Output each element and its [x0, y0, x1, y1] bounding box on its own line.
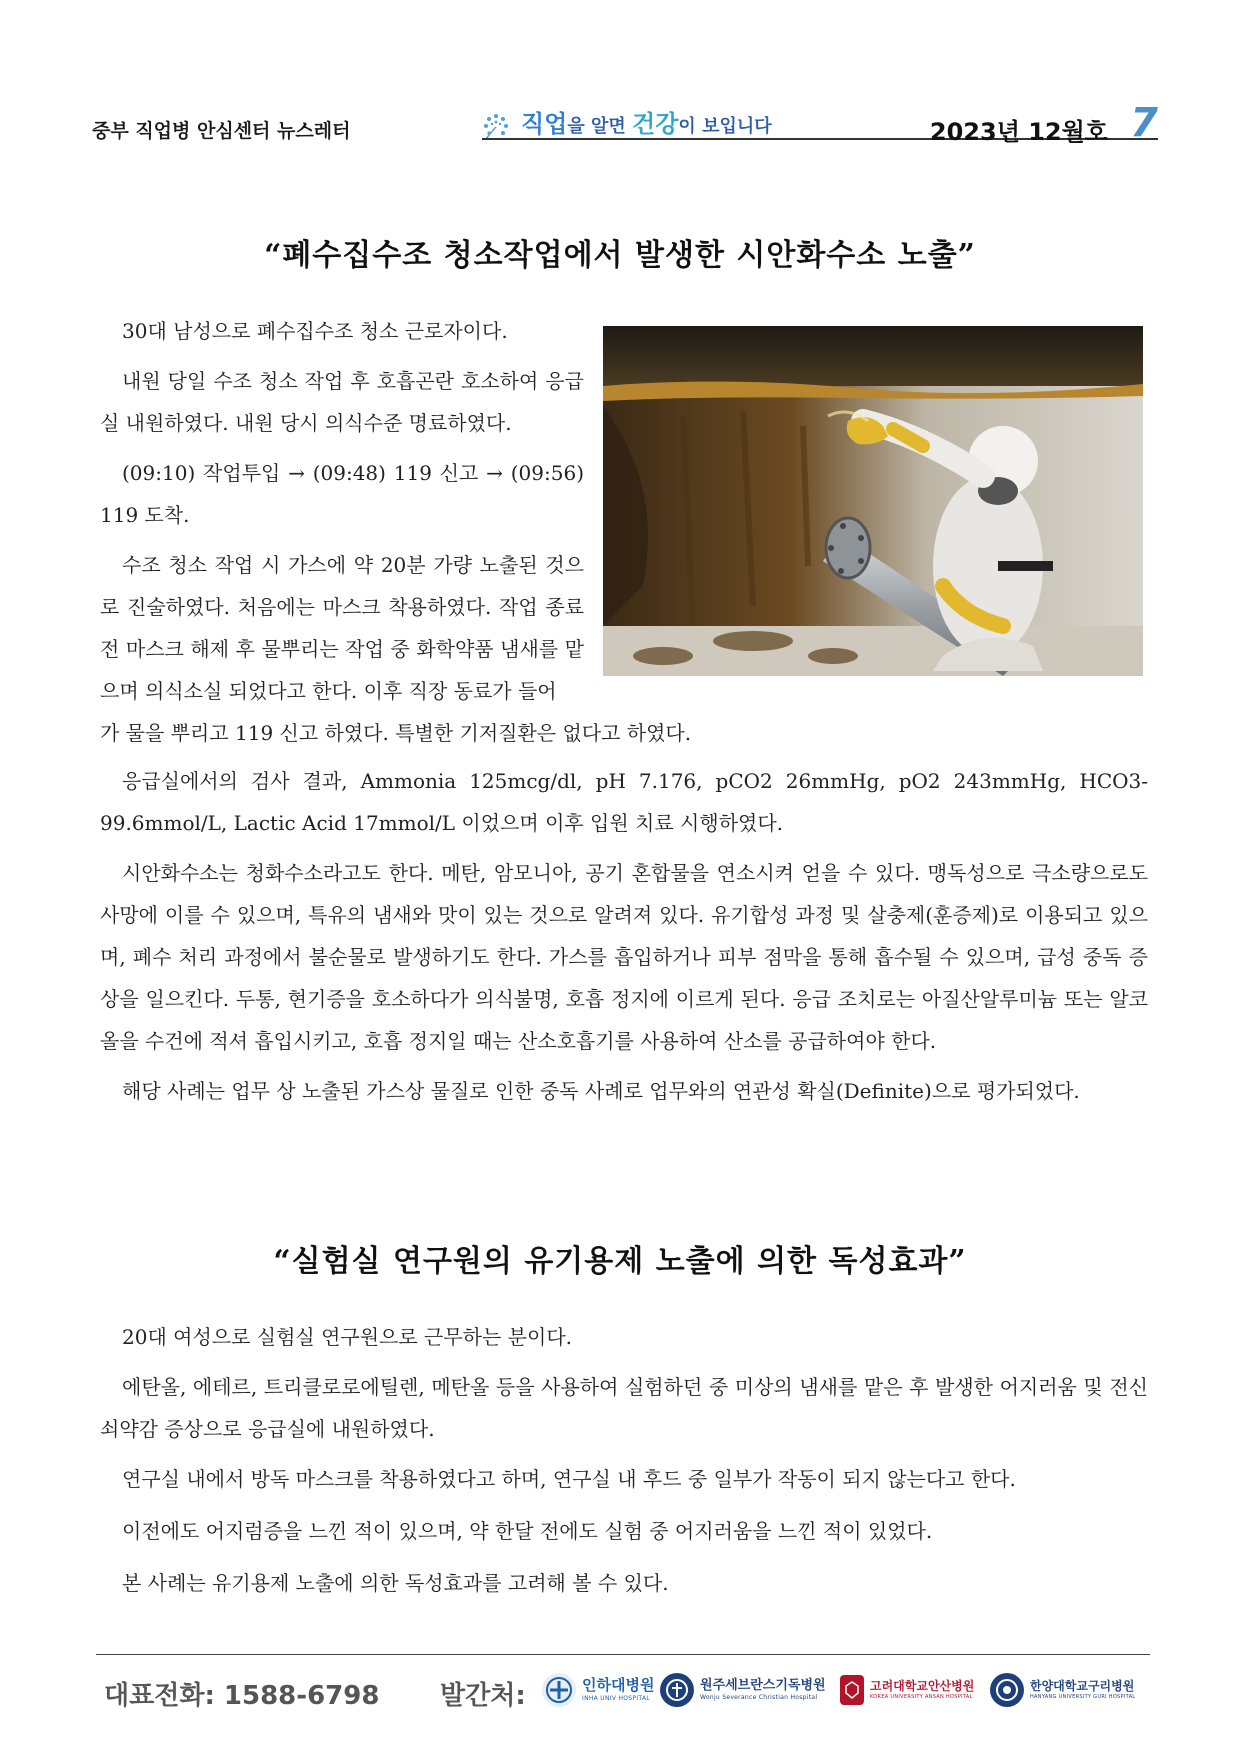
footer-divider	[96, 1654, 1150, 1655]
korea-univ-ansan-logo	[840, 1670, 974, 1710]
case2-paragraph: 연구실 내에서 방독 마스크를 착용하였다고 하며, 연구실 내 후드 중 일부가 작동이 되지 않는다고 한다.	[122, 1467, 1016, 1491]
burst-icon	[482, 113, 510, 141]
newsletter-title: 중부 직업병 안심센터 뉴스레터	[92, 120, 351, 142]
slogan-part-job: 직업	[520, 110, 568, 138]
slogan-part-see: 이 보입니다	[678, 116, 772, 137]
publisher-label: 발간처:	[440, 1681, 526, 1711]
case1-lab-results: 응급실에서의 검사 결과, Ammonia 125mcg/dl, pH 7.176, pCO2 26mmHg, pO2 243mmHg, HCO3- 99.6mmol/L, Lactic Acid 17mmol/L 이었으며 이후 입원 치료 시행하였다.	[100, 769, 1148, 835]
case2-paragraph: 이전에도 어지럼증을 느낀 적이 있으며, 약 한달 전에도 실험 중 어지러움을 느낀 적이 있었다.	[122, 1519, 933, 1543]
case1-paragraph-continued: 가 물을 뿌리고 119 신고 하였다. 특별한 기저질환은 없다고 하였다.	[100, 721, 692, 745]
case1-paragraph: (09:10) 작업투입 → (09:48) 119 신고 → (09:56) 119 도착.	[100, 461, 584, 527]
header	[92, 100, 1158, 146]
logo-subtitle: Wonju Severance Christian Hospital	[700, 1694, 818, 1701]
logo-name: 원주세브란스기독병원	[700, 1678, 826, 1693]
case1-title: “폐수집수조 청소작업에서 발생한 시안화수소 노출”	[264, 238, 976, 273]
logo-subtitle: HANYANG UNIVERSITY GURI HOSPITAL	[1030, 1694, 1136, 1700]
slogan-part-know: 을 알면	[567, 116, 633, 137]
issue-date: 2023년 12월호	[929, 118, 1108, 146]
logo-subtitle: KOREA UNIVERSITY ANSAN HOSPITAL	[870, 1694, 973, 1700]
slogan-part-health: 건강	[632, 110, 679, 138]
logo-name: 한양대학교구리병원	[1030, 1679, 1135, 1693]
severance-emblem-icon	[660, 1673, 694, 1707]
tank-cleaning-photo	[603, 326, 1143, 676]
wonju-severance-logo	[660, 1670, 826, 1710]
case1-paragraph: 수조 청소 작업 시 가스에 약 20분 가량 노출된 것으로 진술하였다. 처음에는 마스크 착용하였다. 작업 종료 전 마스크 해제 후 물뿌리는 작업 중 화학약품 냄새를 맡으며 의식소실 되었다고 한다. 이후 직장 동료가 들어	[100, 553, 584, 703]
hanyang-emblem-icon	[990, 1673, 1024, 1707]
korea-univ-shield-icon	[840, 1675, 864, 1705]
case1-hydrogen-cyanide-info: 시안화수소는 청화수소라고도 한다. 메탄, 암모니아, 공기 혼합물을 연소시켜 얻을 수 있다. 맹독성으로 극소량으로도 사망에 이를 수 있으며, 특유의 냄새와 맛이 있는 것으로 알려져 있다. 유기합성 과정 및 살충제(훈증제)로 이용되고 있으며, 폐수 처리 과정에서 불순물로 발생하기도 한다. 가스를 흡입하거나 피부 점막을 통해 흡수될 수 있으며, 급성 중독 증상을 일으킨다. 두통, 현기증을 호소하다가 의식불명, 호흡 정지에 이르게 된다. 응급 조치로는 아질산알루미늄 또는 알코올을 수건에 적셔 흡입시키고, 호흡 정지일 때는 산소호흡기를 사용하여 산소를 공급하여야 한다.	[100, 861, 1148, 1053]
case1-paragraph: 내원 당일 수조 청소 작업 후 호흡곤란 호소하여 응급실 내원하였다. 내원 당시 의식수준 명료하였다.	[100, 369, 584, 435]
case2-paragraph: 20대 여성으로 실험실 연구원으로 근무하는 분이다.	[122, 1325, 572, 1349]
inha-hospital-logo	[542, 1670, 654, 1710]
case2-title: “실험실 연구원의 유기용제 노출에 의한 독성효과”	[273, 1244, 967, 1279]
inha-emblem-icon	[542, 1673, 576, 1707]
slogan	[482, 104, 772, 141]
phone-number: 대표전화: 1588-6798	[104, 1681, 380, 1711]
hanyang-guri-logo	[990, 1670, 1135, 1710]
case2-paragraph: 본 사례는 유기용제 노출에 의한 독성효과를 고려해 볼 수 있다.	[122, 1571, 669, 1595]
case1-paragraph: 30대 남성으로 폐수집수조 청소 근로자이다.	[122, 319, 508, 343]
logo-name: 인하대병원	[582, 1676, 655, 1694]
case2-paragraph: 에탄올, 에테르, 트리클로로에틸렌, 메탄올 등을 사용하여 실험하던 중 미상의 냄새를 맡은 후 발생한 어지러움 및 전신 쇠약감 증상으로 응급실에 내원하였다.	[100, 1375, 1148, 1441]
case1-conclusion: 해당 사례는 업무 상 노출된 가스상 물질로 인한 중독 사례로 업무와의 연관성 확실(Definite)으로 평가되었다.	[122, 1079, 1080, 1103]
page-number: 7	[1130, 100, 1158, 146]
logo-subtitle: INHA UNIV HOSPITAL	[582, 1695, 650, 1702]
logo-name: 고려대학교안산병원	[870, 1679, 975, 1693]
